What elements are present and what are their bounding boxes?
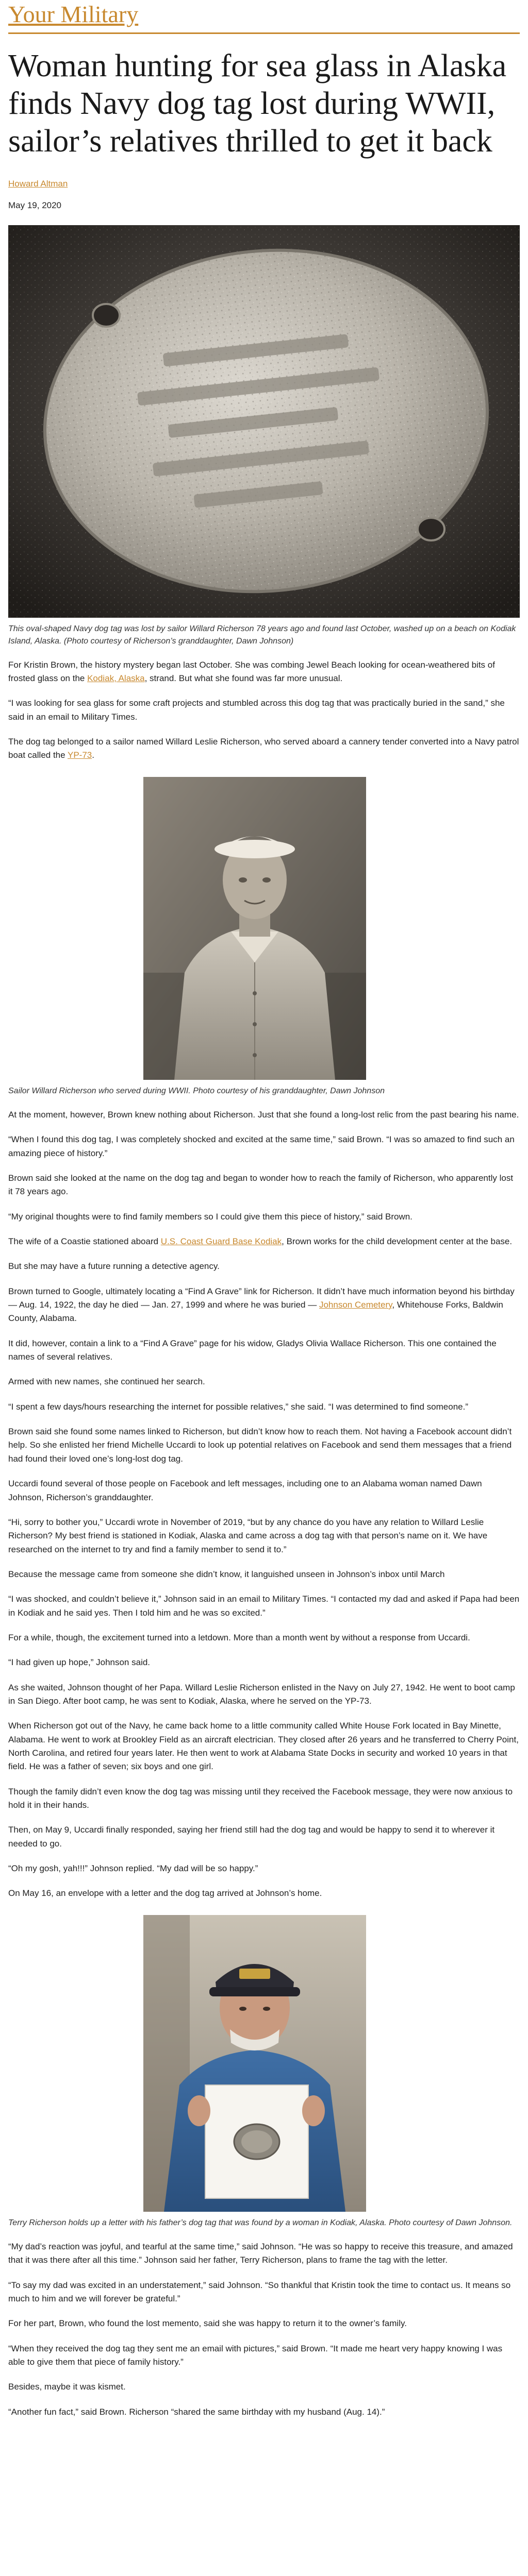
article-paragraph: “To say my dad was excited in an understatement,” said Johnson. “So thankful that Kristin took the time to contact us. It means so much to him and we will forever be grateful.”	[8, 2280, 511, 2303]
sailor-figure	[8, 777, 520, 1097]
article-paragraph: “My dad’s reaction was joyful, and tearful at the same time,” said Johnson. “He was so happy to receive this treasure, and amazed that it was there after all this time.” Johnson said her father, Terry Richerson, plans to frame the tag with the letter.	[8, 2241, 513, 2265]
article-paragraph: “When they received the dog tag they sent me an email with pictures,” said Brown. “It made me heart very happy knowing I was able to give them that piece of family history.”	[8, 2343, 503, 2367]
article-paragraph: For Kristin Brown, the history mystery began last October. She was combing Jewel Beach looking for ocean-weathered bits of frosted glass on the Kodiak, Alaska, strand. But what she found was far more unusual.	[8, 659, 495, 684]
dogtag-caption: This oval-shaped Navy dog tag was lost by sailor Willard Richerson 78 years ago and found last October, washed up on a beach on Kodiak Island, Alaska. (Photo courtesy of Richerson’s granddaughter, Dawn Johnson)	[8, 624, 516, 646]
article-paragraph: The wife of a Coastie stationed aboard U.S. Coast Guard Base Kodiak, Brown works for the child development center at the base.	[8, 1236, 513, 1247]
article-paragraph: “I had given up hope,” Johnson said.	[8, 1657, 151, 1668]
dogtag-figure	[8, 225, 520, 647]
author-link[interactable]: Howard Altman	[8, 179, 68, 189]
section-link-your-military[interactable]: Your Military	[8, 1, 139, 27]
sailor-photo-image	[143, 777, 366, 1080]
article-paragraph: The dog tag belonged to a sailor named Willard Leslie Richerson, who served aboard a cannery tender converted into a Navy patrol boat called the YP-73.	[8, 737, 519, 760]
article-paragraph: On May 16, an envelope with a letter and the dog tag arrived at Johnson’s home.	[8, 1888, 322, 1899]
article-paragraph: “I was shocked, and couldn’t believe it,” Johnson said in an email to Military Times. “I contacted my dad and asked if Papa had been in Kodiak and he said yes. Then I told him and he was so excited.”	[8, 1594, 520, 1618]
kodiak-alaska-link[interactable]: Kodiak, Alaska	[87, 673, 145, 684]
article-paragraph: When Richerson got out of the Navy, he came back home to a little community called White House Fork located in Bay Minette, Alabama. He went to work at Brookley Field as an aircraft electrician. They closed after 26 years and he transferred to Cherry Point, North Carolina, and retired four years later. He then went to work at Alabama State Docks in security and worked 10 years in that field. He was a father of seven; six boys and one girl.	[8, 1721, 519, 1772]
article-paragraph: Brown said she found some names linked to Richerson, but didn’t know how to reach them. Not having a Facebook account didn’t help. So she enlisted her friend Michelle Uccardi to look up potential relatives on Facebook and send them messages that a friend had found their loved one’s long-lost dog tag.	[8, 1427, 512, 1464]
article-paragraph: At the moment, however, Brown knew nothing about Richerson. Just that she found a long-lost relic from the past bearing his name.	[8, 1109, 519, 1120]
dogtag-photo	[8, 225, 520, 618]
article-paragraph: It did, however, contain a link to a “Find A Grave” page for his widow, Gladys Olivia Wallace Richerson. This one contained the names of several relatives.	[8, 1338, 497, 1362]
article-paragraph: Brown turned to Google, ultimately locating a “Find A Grave” link for Richerson. It didn’t have much information beyond his birthday — Aug. 14, 1922, the day he died — Jan. 27, 1999 and where he was buried — Johnson Cemetery, Whitehouse Forks, Baldwin County, Alabama.	[8, 1286, 515, 1324]
yp-73-link[interactable]: YP-73	[68, 750, 92, 760]
article-paragraph: Uccardi found several of those people on Facebook and left messages, including one to an Alabama woman named Dawn Johnson, Richerson’s granddaughter.	[8, 1479, 482, 1502]
son-figure	[8, 1915, 520, 2229]
article-paragraph: As she waited, Johnson thought of her Papa. Willard Leslie Richerson enlisted in the Navy on July 27, 1942. He went to boot camp in San Diego. After boot camp, he was sent to Kodiak, Alaska, where he served on the YP-73.	[8, 1682, 515, 1706]
article-paragraph: “Hi, sorry to bother you,” Uccardi wrote in November of 2019, “but by any chance do you have any relation to Willard Leslie Richerson? My best friend is stationed in Kodiak, Alaska and came across a dog tag with that person’s name on it. We have researched on the internet to try and find a family member to send it to.”	[8, 1517, 488, 1554]
article-paragraph: “When I found this dog tag, I was completely shocked and excited at the same time,” said Brown. “I was so amazed to find such an amazing piece of history.”	[8, 1134, 515, 1158]
johnson-cemetery-link[interactable]: Johnson Cemetery	[319, 1300, 392, 1310]
article-paragraph: “My original thoughts were to find family members so I could give them this piece of history,” said Brown.	[8, 1211, 412, 1222]
article-paragraph: Besides, maybe it was kismet.	[8, 2382, 126, 2392]
article-paragraph: “Another fun fact,” said Brown. Richerson “shared the same birthday with my husband (Aug. 14).”	[8, 2406, 385, 2417]
dogtag-photo-image	[8, 225, 520, 618]
article-paragraph: Because the message came from someone she didn’t know, it languished unseen in Johnson’s inbox until March	[8, 1569, 445, 1579]
article-paragraph: Brown said she looked at the name on the dog tag and began to wonder how to reach the family of Richerson, who apparently lost it 78 years ago.	[8, 1173, 514, 1197]
section-header	[8, 0, 520, 34]
son-photo-image	[143, 1915, 366, 2212]
article-paragraph: “I was looking for sea glass for some craft projects and stumbled across this dog tag that was practically buried in the sand,” she said in an email to Military Times.	[8, 698, 505, 722]
sailor-caption: Sailor Willard Richerson who served during WWII. Photo courtesy of his granddaughter, Dawn Johnson	[8, 1086, 385, 1095]
article-paragraph: But she may have a future running a detective agency.	[8, 1261, 220, 1272]
son-photo	[143, 1915, 366, 2212]
article-paragraph: For her part, Brown, who found the lost memento, said she was happy to return it to the owner’s family.	[8, 2318, 407, 2329]
article-paragraph: Then, on May 9, Uccardi finally responded, saying her friend still had the dog tag and would be happy to send it to wherever it needed to go.	[8, 1825, 495, 1849]
article-paragraph: “I spent a few days/hours researching the internet for possible relatives,” she said. “I was determined to find someone.”	[8, 1401, 469, 1412]
sailor-photo	[143, 777, 366, 1080]
article-paragraph: “Oh my gosh, yah!!!” Johnson replied. “My dad will be so happy.”	[8, 1863, 258, 1874]
publish-date: May 19, 2020	[8, 200, 62, 211]
article-paragraph: Armed with new names, she continued her search.	[8, 1377, 205, 1387]
article-paragraph: Though the family didn’t even know the dog tag was missing until they received the Facebook message, they were now anxious to hold it in their hands.	[8, 1786, 513, 1810]
son-caption: Terry Richerson holds up a letter with his father’s dog tag that was found by a woman in Kodiak, Alaska. Photo courtesy of Dawn Johnson.	[8, 2218, 513, 2227]
article-paragraph: For a while, though, the excitement turned into a letdown. More than a month went by without a response from Uccardi.	[8, 1632, 470, 1642]
coast-guard-base-kodiak-link[interactable]: U.S. Coast Guard Base Kodiak	[160, 1236, 282, 1247]
article-headline: Woman hunting for sea glass in Alaska finds Navy dog tag lost during WWII, sailor’s relatives thrilled to get it back	[8, 48, 507, 159]
